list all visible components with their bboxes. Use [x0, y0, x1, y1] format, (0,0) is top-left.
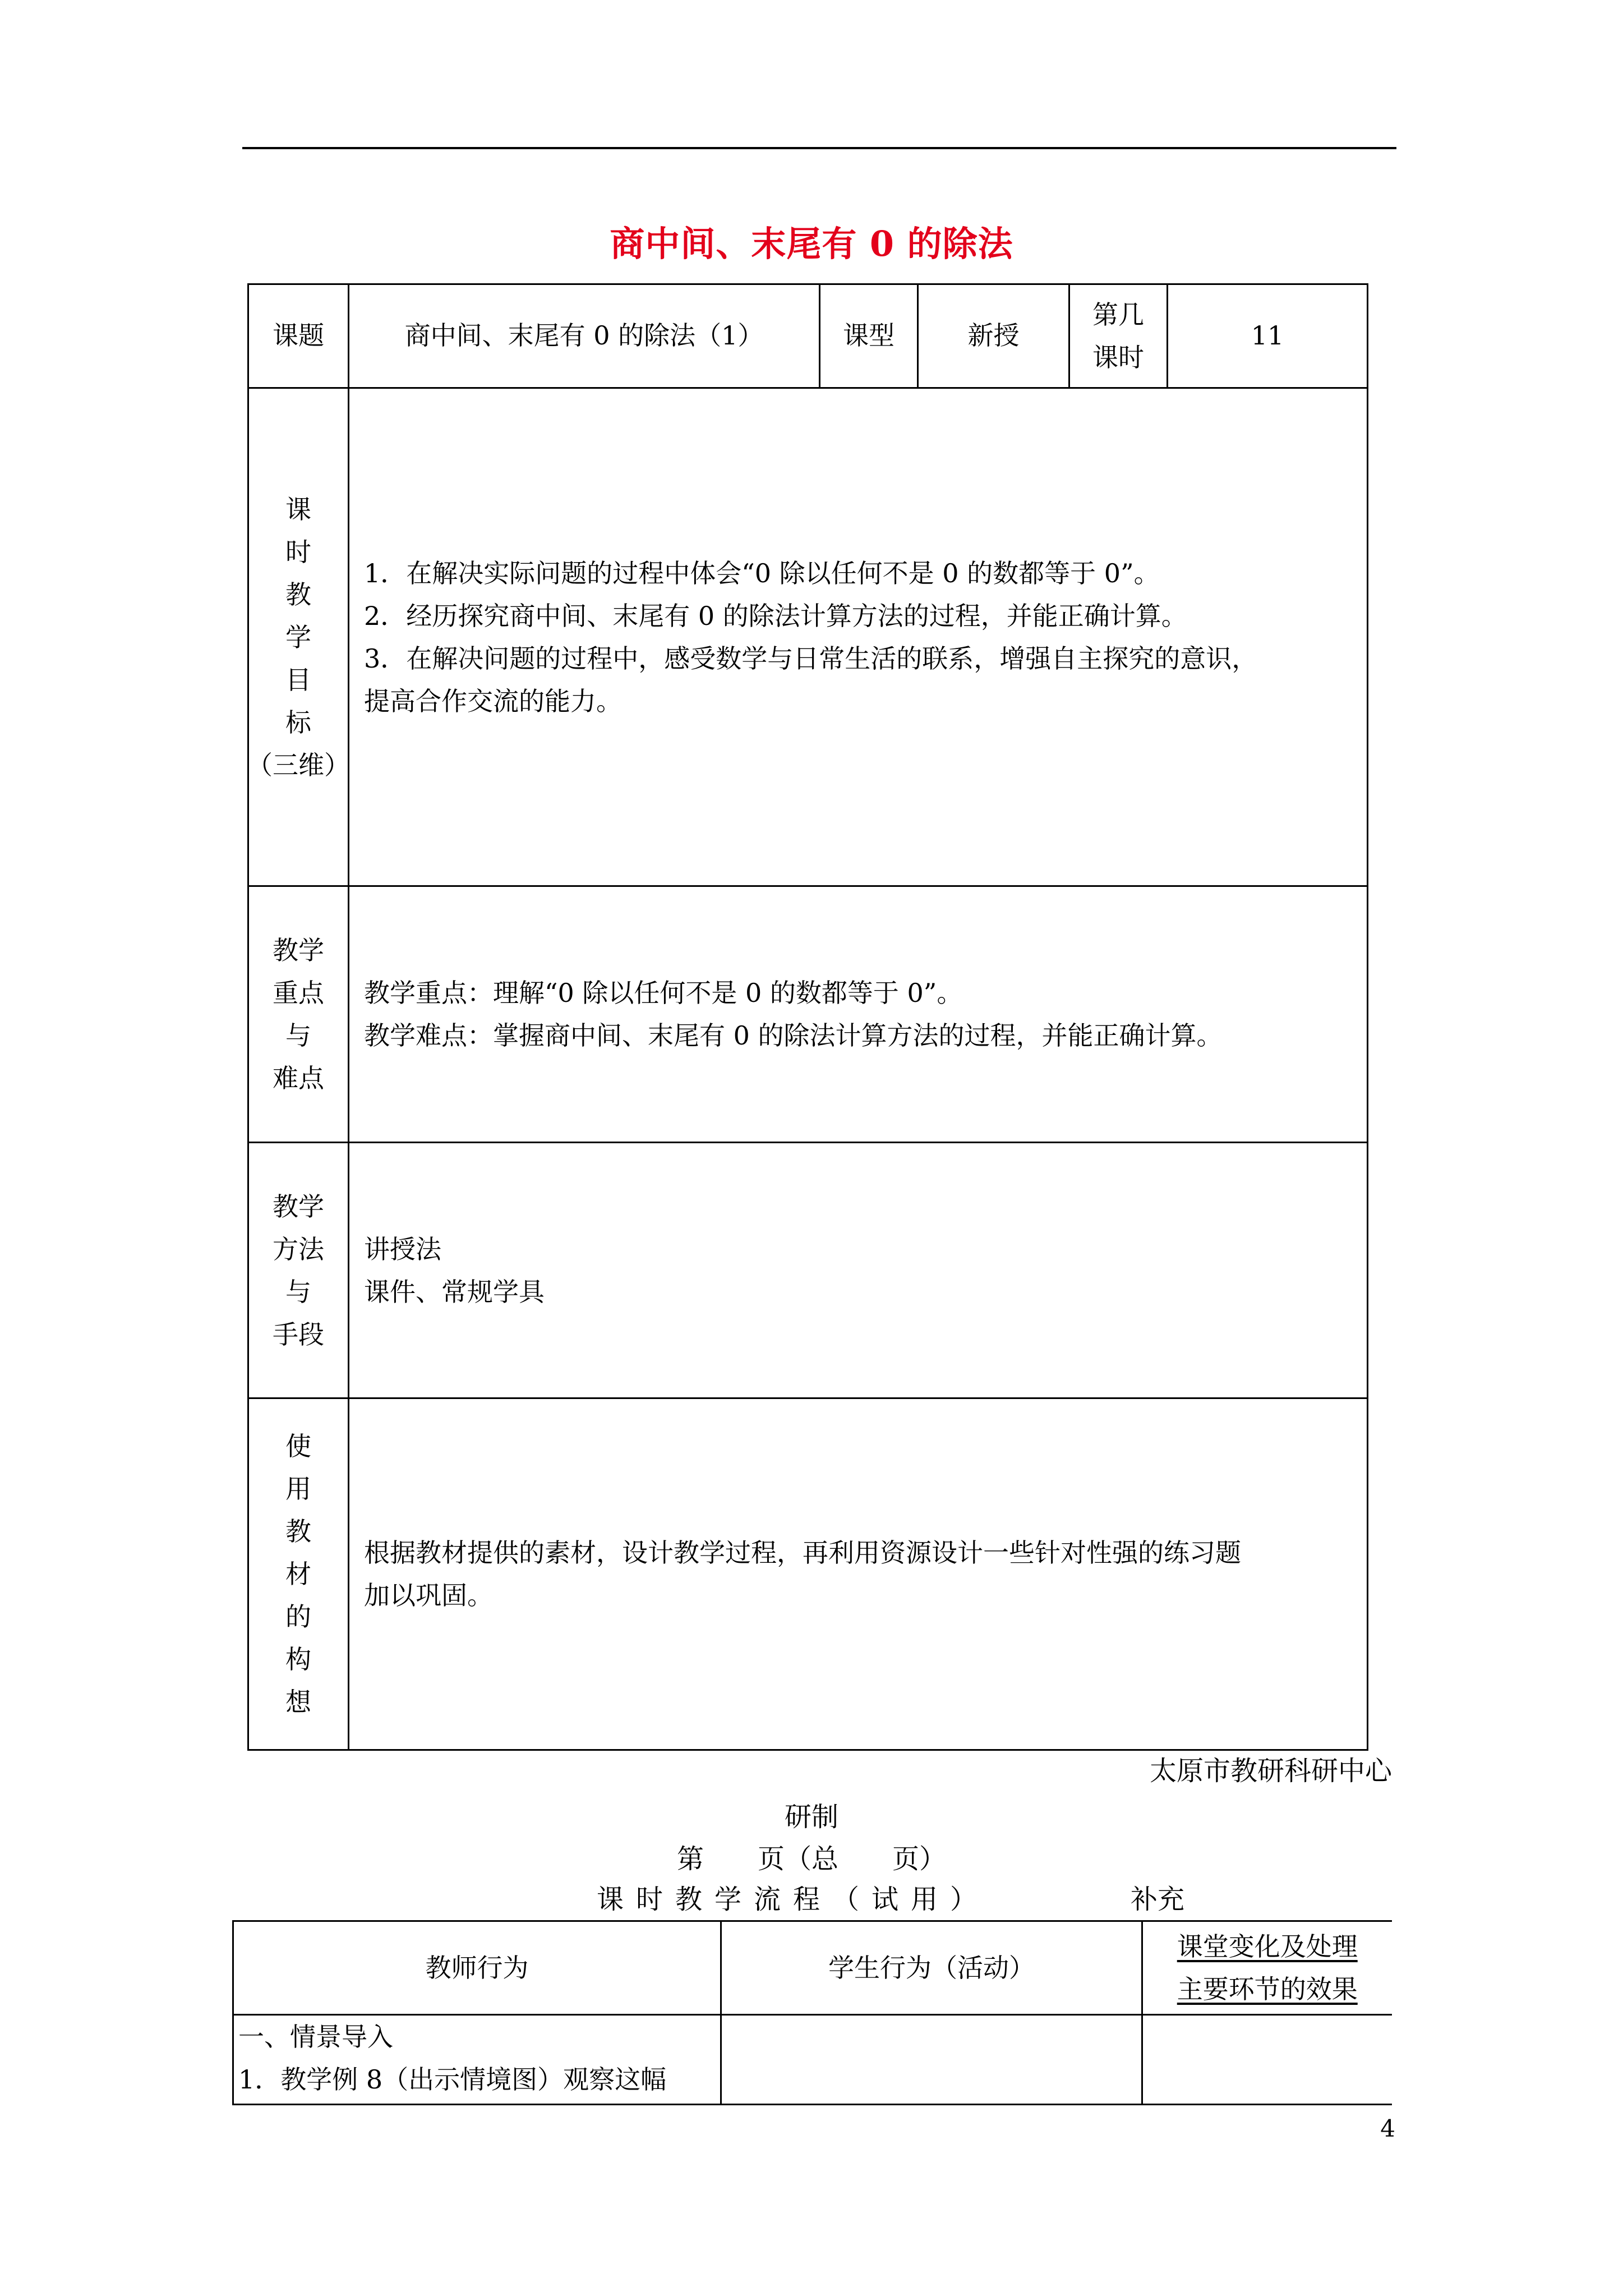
methods-label-line: 与: [285, 1276, 311, 1307]
objectives-label-char: 目: [285, 664, 311, 695]
made-by: 研制: [784, 1801, 838, 1833]
flow-header-row: [233, 1921, 1392, 2015]
supplement-label: 补充: [1131, 1884, 1185, 1915]
topic-value: 商中间、末尾有 0 的除法（1）: [349, 284, 820, 388]
materials-label-char: 的: [285, 1602, 311, 1632]
method-line: 讲授法: [364, 1234, 441, 1264]
methods-label-line: 教学: [273, 1191, 324, 1222]
objective-line: 2．经历探究商中间、末尾有 0 的除法计算方法的过程，并能正确计算。: [364, 600, 1187, 631]
effect-header-line-1: 课堂变化及处理: [1177, 1931, 1358, 1962]
document-title: 商中间、末尾有 0 的除法: [610, 223, 1013, 264]
effect-cell: [1142, 2015, 1392, 2105]
org-name: 太原市教研科研中心: [1149, 1755, 1392, 1787]
materials-content: [349, 1398, 1368, 1750]
methods-content: [349, 1143, 1368, 1398]
objectives-content: [349, 388, 1368, 886]
student-behavior-cell: [721, 2015, 1142, 2105]
period-label-line-2: 课时: [1092, 342, 1144, 372]
page-count-line: 第 页（总 页）: [676, 1843, 946, 1875]
objectives-label: [248, 388, 349, 886]
methods-label-line: 手段: [273, 1319, 324, 1350]
material-line: 加以巩固。: [364, 1580, 493, 1611]
header-rule: [242, 147, 1396, 149]
objectives-label-char: 时: [285, 536, 311, 567]
info-row: [248, 284, 1368, 388]
materials-row: [248, 1398, 1368, 1750]
method-line: 课件、常规学具: [364, 1276, 545, 1307]
flow-heading: 课时教学流程（试用）: [597, 1884, 990, 1915]
type-label: 课型: [820, 284, 918, 388]
objectives-row: [248, 388, 1368, 886]
key-point-line: 教学难点：掌握商中间、末尾有 0 的除法计算方法的过程，并能正确计算。: [364, 1020, 1223, 1051]
type-value: 新授: [918, 284, 1069, 388]
key-points-label-line: 难点: [273, 1063, 324, 1093]
objective-line: 3．在解决问题的过程中，感受数学与日常生活的联系，增强自主探究的意识，: [364, 643, 1258, 674]
materials-label-char: 教: [285, 1516, 311, 1547]
objective-line: 1．在解决实际问题的过程中体会“0 除以任何不是 0 的数都等于 0”。: [364, 558, 1160, 588]
teacher-behavior-header: 教师行为: [233, 1921, 721, 2015]
key-points-content: [349, 886, 1368, 1143]
methods-label: [248, 1143, 349, 1398]
effect-header-line-2: 主要环节的效果: [1177, 1974, 1358, 2004]
key-points-row: [248, 886, 1368, 1143]
period-label-line-1: 第几: [1092, 300, 1144, 330]
student-behavior-header: 学生行为（活动）: [721, 1921, 1142, 2015]
objectives-label-char: 课: [285, 494, 311, 524]
teaching-flow-table: [232, 1920, 1392, 2105]
materials-label-char: 想: [285, 1687, 311, 1717]
key-point-line: 教学重点：理解“0 除以任何不是 0 的数都等于 0”。: [364, 978, 963, 1008]
page-number: 4: [1380, 2115, 1395, 2142]
period-label: [1069, 284, 1168, 388]
key-points-label-line: 与: [285, 1020, 311, 1051]
materials-label-char: 使: [285, 1431, 311, 1461]
materials-label-char: 用: [285, 1474, 311, 1504]
methods-label-line: 方法: [273, 1234, 324, 1264]
period-value: 11: [1168, 284, 1368, 388]
methods-row: [248, 1143, 1368, 1398]
effect-header: [1142, 1921, 1392, 2015]
flow-line: 一、情景导入: [238, 2022, 393, 2052]
objectives-label-char: 教: [285, 579, 311, 610]
material-line: 根据教材提供的素材，设计教学过程，再利用资源设计一些针对性强的练习题: [364, 1538, 1241, 1568]
objective-line: 提高合作交流的能力。: [364, 685, 622, 716]
teacher-behavior-cell: [233, 2015, 721, 2105]
materials-label-char: 材: [285, 1559, 311, 1589]
materials-label: [248, 1398, 349, 1750]
topic-label: 课题: [248, 284, 349, 388]
lesson-plan-table: [247, 283, 1368, 1751]
key-points-label-line: 重点: [273, 978, 324, 1008]
objectives-label-char: 学: [285, 622, 311, 652]
flow-row: [233, 2015, 1392, 2105]
key-points-label-line: 教学: [273, 935, 324, 965]
flow-line: 1．教学例 8（出示情境图）观察这幅: [238, 2064, 667, 2095]
key-points-label: [248, 886, 349, 1143]
objectives-label-char: （三维）: [247, 749, 350, 780]
materials-label-char: 构: [285, 1644, 311, 1674]
objectives-label-char: 标: [285, 707, 311, 738]
